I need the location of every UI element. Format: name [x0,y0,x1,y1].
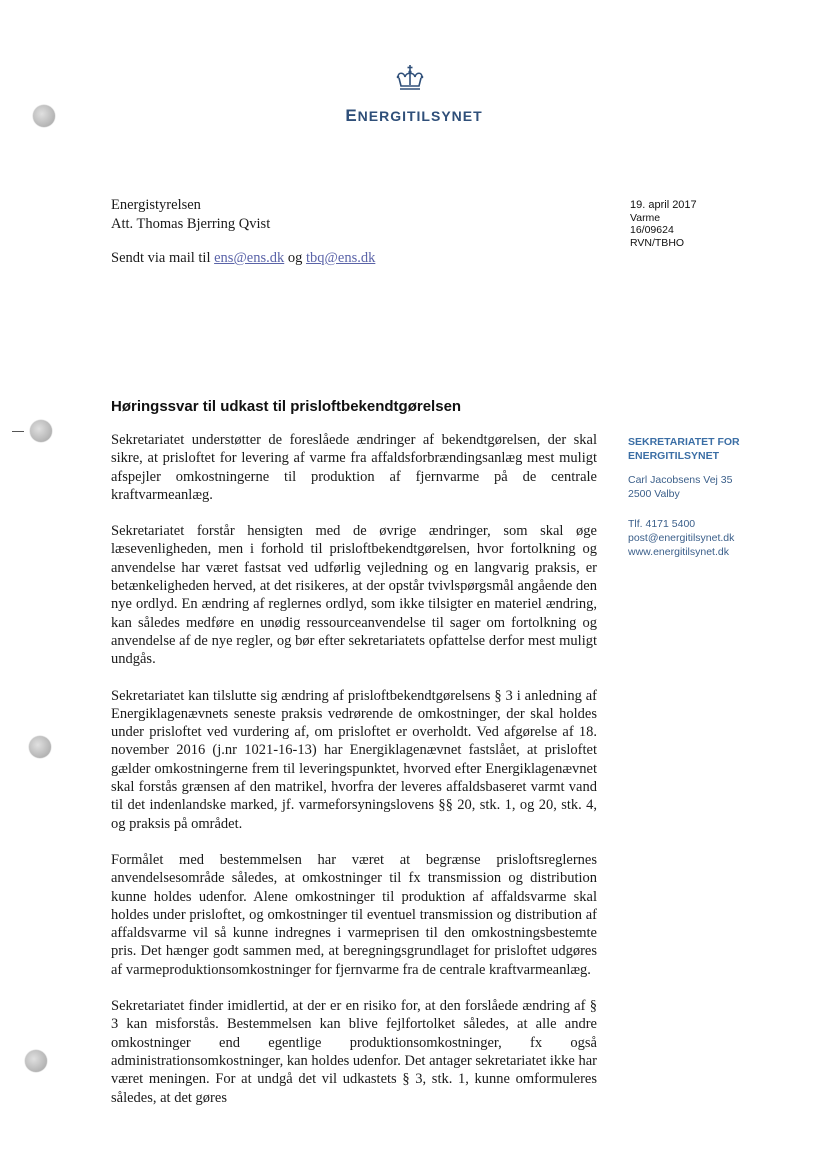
sidebar-title-line-1: SEKRETARIATET FOR [628,436,740,448]
punch-hole-4 [25,1050,47,1072]
sent-joiner: og [284,250,306,266]
body-paragraph-2: Sekretariatet forstår hensigten med de øvrige ændringer, som skal øge læsevenligheden, men i forhold til prisloftbekendtgørelsen, hvor fortolkning og anvendelse har været fastsat ved udførlig vejledning og en langvarig praksis, er betænkeligheden herved, at det risikeres, at der opstår tvivlspørgsmål angående den nye ordlyd. En ændring af reglernes ordlyd, som ikke tilsigter en materiel ændring, kan således medføre en unødig ressourceanvendelse til sager om fortolkning og anvendelse af de nye regler, og bør efter sekretariatets opfattelse derfor mest muligt undgås. [111,523,597,668]
sidebar-contact [628,517,798,559]
body-paragraph-5: Sekretariatet finder imidlertid, at der er en risiko for, at den forslåede ændring af § 3 kan misforstås. Bestemmelsen kan blive fejlfortolket således, at alle andre omkostninger end egentlige produktionsomkostninger, fx også administrationsomkostninger, kan holdes udenfor. Det antager sekretariatet ikke har været meningen. For at undgå det vil udkastets § 3, stk. 1, kunne omformuleres således, at det gøres [111,998,597,1106]
letter-meta [630,199,697,249]
recipient-block [111,196,270,234]
sidebar-address [628,473,798,501]
initials: RVN/TBHO [630,236,685,249]
letter-date: 19. april 2017 [630,199,697,211]
body-paragraph-4: Formålet med bestemmelsen har været at begrænse prisloftsreglernes anvendelsesområde således, at omkostninger til fx transmission og distribution kunne holdes udenfor. Alene omkostninger til produktion af affaldsvarme skal holdes under prisloftet, og omkostninger til eventuel transmission og distribution af affaldsvarme vil så kunne indregnes i varmeprisen til den omkostningsbestemte pris. Det hænger godt sammen med, at beregningsgrundlaget for prisloftet udgøres af varmeproduktionsomkostninger for fjernvarme fra de centrale kraftvarmeanlæg. [111,851,597,978]
body-paragraph-1: Sekretariatet understøtter de foreslåede ændringer af bekendtgørelsen, der skal sikre, at prisloftet for levering af varme fra affaldsforbrændingsanlæg mest muligt afspejler omkostningerne til produktion af fjernvarme på de centrale kraftvarmeanlæg. [111,432,597,503]
sidebar-city: 2500 Valby [628,488,680,500]
org-name [0,106,828,126]
sidebar-email[interactable]: post@energitilsynet.dk [628,532,735,544]
sent-via-mail [111,250,375,267]
sent-prefix: Sendt via mail til [111,250,215,266]
punch-hole-2 [30,420,52,442]
email-link-ens[interactable]: ens@ens.dk [214,250,285,266]
letter-heading: Høringssvar til udkast til prisloftbekendtgørelsen [111,398,462,415]
letter-area: Varme [630,211,661,224]
org-name-initial: E [345,106,358,125]
recipient-line-1: Energistyrelsen [111,197,201,213]
sidebar-phone: Tlf. 4171 5400 [628,518,696,530]
sidebar-title-line-2: ENERGITILSYNET [628,450,720,462]
sidebar-web[interactable]: www.energitilsynet.dk [628,546,729,558]
recipient-line-2: Att. Thomas Bjerring Qvist [111,216,271,232]
letter-body [111,431,597,1125]
org-name-rest: NERGITILSYNET [357,108,483,124]
body-paragraph-3: Sekretariatet kan tilslutte sig ændring af prisloftbekendtgørelsens § 3 i anledning af Energiklagenævnets seneste praksis vedrørende de omkostninger, der skal holdes under prisloftet ved vurdering af, om prisloftet er overholdt. Ved afgørelse af 18. november 2016 (j.nr 1021-16-13) har Energiklagenævnet fastslået, at prisloftet gælder omkostningerne frem til leveringspunktet, hvorved efter Energiklagenævnet skal forstås grænsen af den matrikel, hvorfra der leveres affaldsbaseret varmt vand til det indenlandske marked, jf. varmeforsyningslovens §§ 20, stk. 1, og 20, stk. 4, og praksis på området. [111,687,597,832]
case-number: 16/09624 [630,224,674,236]
email-link-tbq[interactable]: tbq@ens.dk [306,250,376,266]
sidebar-title [628,435,798,463]
sidebar-street: Carl Jacobsens Vej 35 [628,474,733,486]
royal-crown-icon [393,64,427,94]
sender-sidebar [628,435,798,559]
margin-dash [12,431,24,432]
punch-hole-3 [29,736,51,758]
